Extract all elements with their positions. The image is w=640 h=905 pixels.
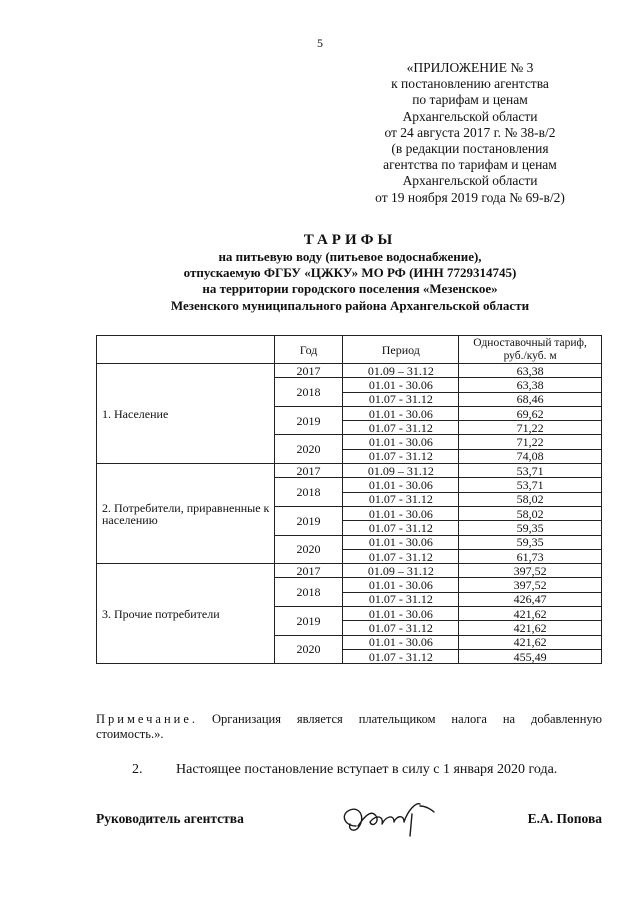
clause-2 — [132, 762, 602, 778]
category-cell: 3. Прочие потребители — [97, 564, 275, 664]
title-line: отпускаемую ФГБУ «ЦЖКУ» МО РФ (ИНН 7729314745) — [183, 265, 517, 281]
annex-line: от 24 августа 2017 г. № 38-в/2 — [384, 124, 556, 140]
tariff-cell: 421,62 — [459, 607, 602, 621]
annex-line: по тарифам и ценам — [412, 92, 528, 108]
year-cell: 2020 — [274, 635, 343, 664]
period-cell: 01.01 - 30.06 — [343, 635, 459, 649]
title-line: Мезенского муниципального района Архангельской области — [170, 297, 530, 313]
tariff-cell: 61,73 — [459, 549, 602, 563]
page-number: 5 — [317, 36, 323, 50]
period-cell: 01.01 - 30.06 — [343, 478, 459, 492]
period-cell: 01.07 - 31.12 — [343, 492, 459, 506]
annex-line: Архангельской области — [402, 108, 538, 124]
tariff-table — [96, 335, 602, 664]
header-tariff: Одноставочный тариф, руб./куб. м — [459, 336, 602, 364]
period-cell: 01.01 - 30.06 — [343, 607, 459, 621]
year-cell: 2019 — [274, 506, 343, 535]
title-main: ТАРИФЫ — [303, 232, 397, 248]
annex-line: агентства по тарифам и ценам — [383, 157, 557, 173]
period-cell: 01.01 - 30.06 — [343, 535, 459, 549]
tariff-cell: 53,71 — [459, 464, 602, 478]
period-cell: 01.01 - 30.06 — [343, 578, 459, 592]
tariff-cell: 426,47 — [459, 592, 602, 606]
annex-line: (в редакции постановления — [391, 141, 549, 157]
table-row — [97, 564, 602, 578]
tariff-cell: 59,35 — [459, 521, 602, 535]
year-cell: 2017 — [274, 464, 343, 478]
tariff-cell: 71,22 — [459, 421, 602, 435]
period-cell: 01.07 - 31.12 — [343, 392, 459, 406]
tariff-cell: 69,62 — [459, 406, 602, 420]
note-label: Примечание. — [96, 712, 199, 726]
year-cell: 2018 — [274, 578, 343, 607]
period-cell: 01.07 - 31.12 — [343, 649, 459, 663]
period-cell: 01.01 - 30.06 — [343, 378, 459, 392]
tariff-cell: 58,02 — [459, 506, 602, 520]
tariff-cell: 397,52 — [459, 578, 602, 592]
clause-text: Настоящее постановление вступает в силу с 1 января 2020 года. — [176, 762, 558, 777]
tariff-cell: 59,35 — [459, 535, 602, 549]
period-cell: 01.07 - 31.12 — [343, 592, 459, 606]
title-line: на питьевую воду (питьевое водоснабжение), — [218, 249, 482, 264]
period-cell: 01.09 – 31.12 — [343, 564, 459, 578]
tariff-cell: 63,38 — [459, 378, 602, 392]
tariff-cell: 63,38 — [459, 364, 602, 378]
note-text: Организация является плательщиком налога на добавленную — [212, 712, 602, 726]
category-cell: 1. Население — [97, 364, 275, 464]
year-cell: 2020 — [274, 435, 343, 464]
handwritten-signature-icon — [336, 796, 440, 842]
year-cell: 2019 — [274, 607, 343, 636]
document-title — [100, 231, 600, 314]
title-line: на территории городского поселения «Мезенское» — [202, 281, 498, 297]
period-cell: 01.01 - 30.06 — [343, 506, 459, 520]
tariff-cell: 397,52 — [459, 564, 602, 578]
period-cell: 01.01 - 30.06 — [343, 406, 459, 420]
year-cell: 2017 — [274, 564, 343, 578]
table-header-row — [97, 336, 602, 364]
year-cell: 2017 — [274, 364, 343, 378]
period-cell: 01.07 - 31.12 — [343, 449, 459, 463]
annex-line: «ПРИЛОЖЕНИЕ № 3 — [406, 60, 534, 75]
annex-line: Архангельской области — [402, 173, 538, 189]
period-cell: 01.07 - 31.12 — [343, 549, 459, 563]
signatory-name: Е.А. Попова — [527, 811, 602, 826]
period-cell: 01.09 – 31.12 — [343, 364, 459, 378]
annex-header — [340, 60, 600, 206]
tariff-cell: 455,49 — [459, 649, 602, 663]
header-year: Год — [274, 336, 343, 364]
period-cell: 01.01 - 30.06 — [343, 435, 459, 449]
header-category — [97, 336, 275, 364]
tariff-cell: 58,02 — [459, 492, 602, 506]
category-cell: 2. Потребители, приравненные к населению — [97, 464, 275, 564]
tariff-cell: 71,22 — [459, 435, 602, 449]
tariff-cell: 74,08 — [459, 449, 602, 463]
tariff-cell: 421,62 — [459, 621, 602, 635]
year-cell: 2019 — [274, 406, 343, 435]
year-cell: 2020 — [274, 535, 343, 564]
tariff-table-body — [97, 364, 602, 664]
tariff-cell: 68,46 — [459, 392, 602, 406]
table-row — [97, 364, 602, 378]
tariff-cell: 53,71 — [459, 478, 602, 492]
table-row — [97, 464, 602, 478]
year-cell: 2018 — [274, 478, 343, 507]
period-cell: 01.09 – 31.12 — [343, 464, 459, 478]
period-cell: 01.07 - 31.12 — [343, 621, 459, 635]
annex-line: от 19 ноября 2019 года № 69-в/2) — [375, 189, 565, 205]
note-text-continued: стоимость.». — [96, 727, 164, 741]
note — [96, 712, 602, 742]
year-cell: 2018 — [274, 378, 343, 407]
clause-number: 2. — [132, 762, 143, 777]
signatory-position: Руководитель агентства — [96, 811, 244, 826]
header-period: Период — [343, 336, 459, 364]
annex-line: к постановлению агентства — [391, 76, 549, 92]
period-cell: 01.07 - 31.12 — [343, 421, 459, 435]
tariff-cell: 421,62 — [459, 635, 602, 649]
period-cell: 01.07 - 31.12 — [343, 521, 459, 535]
